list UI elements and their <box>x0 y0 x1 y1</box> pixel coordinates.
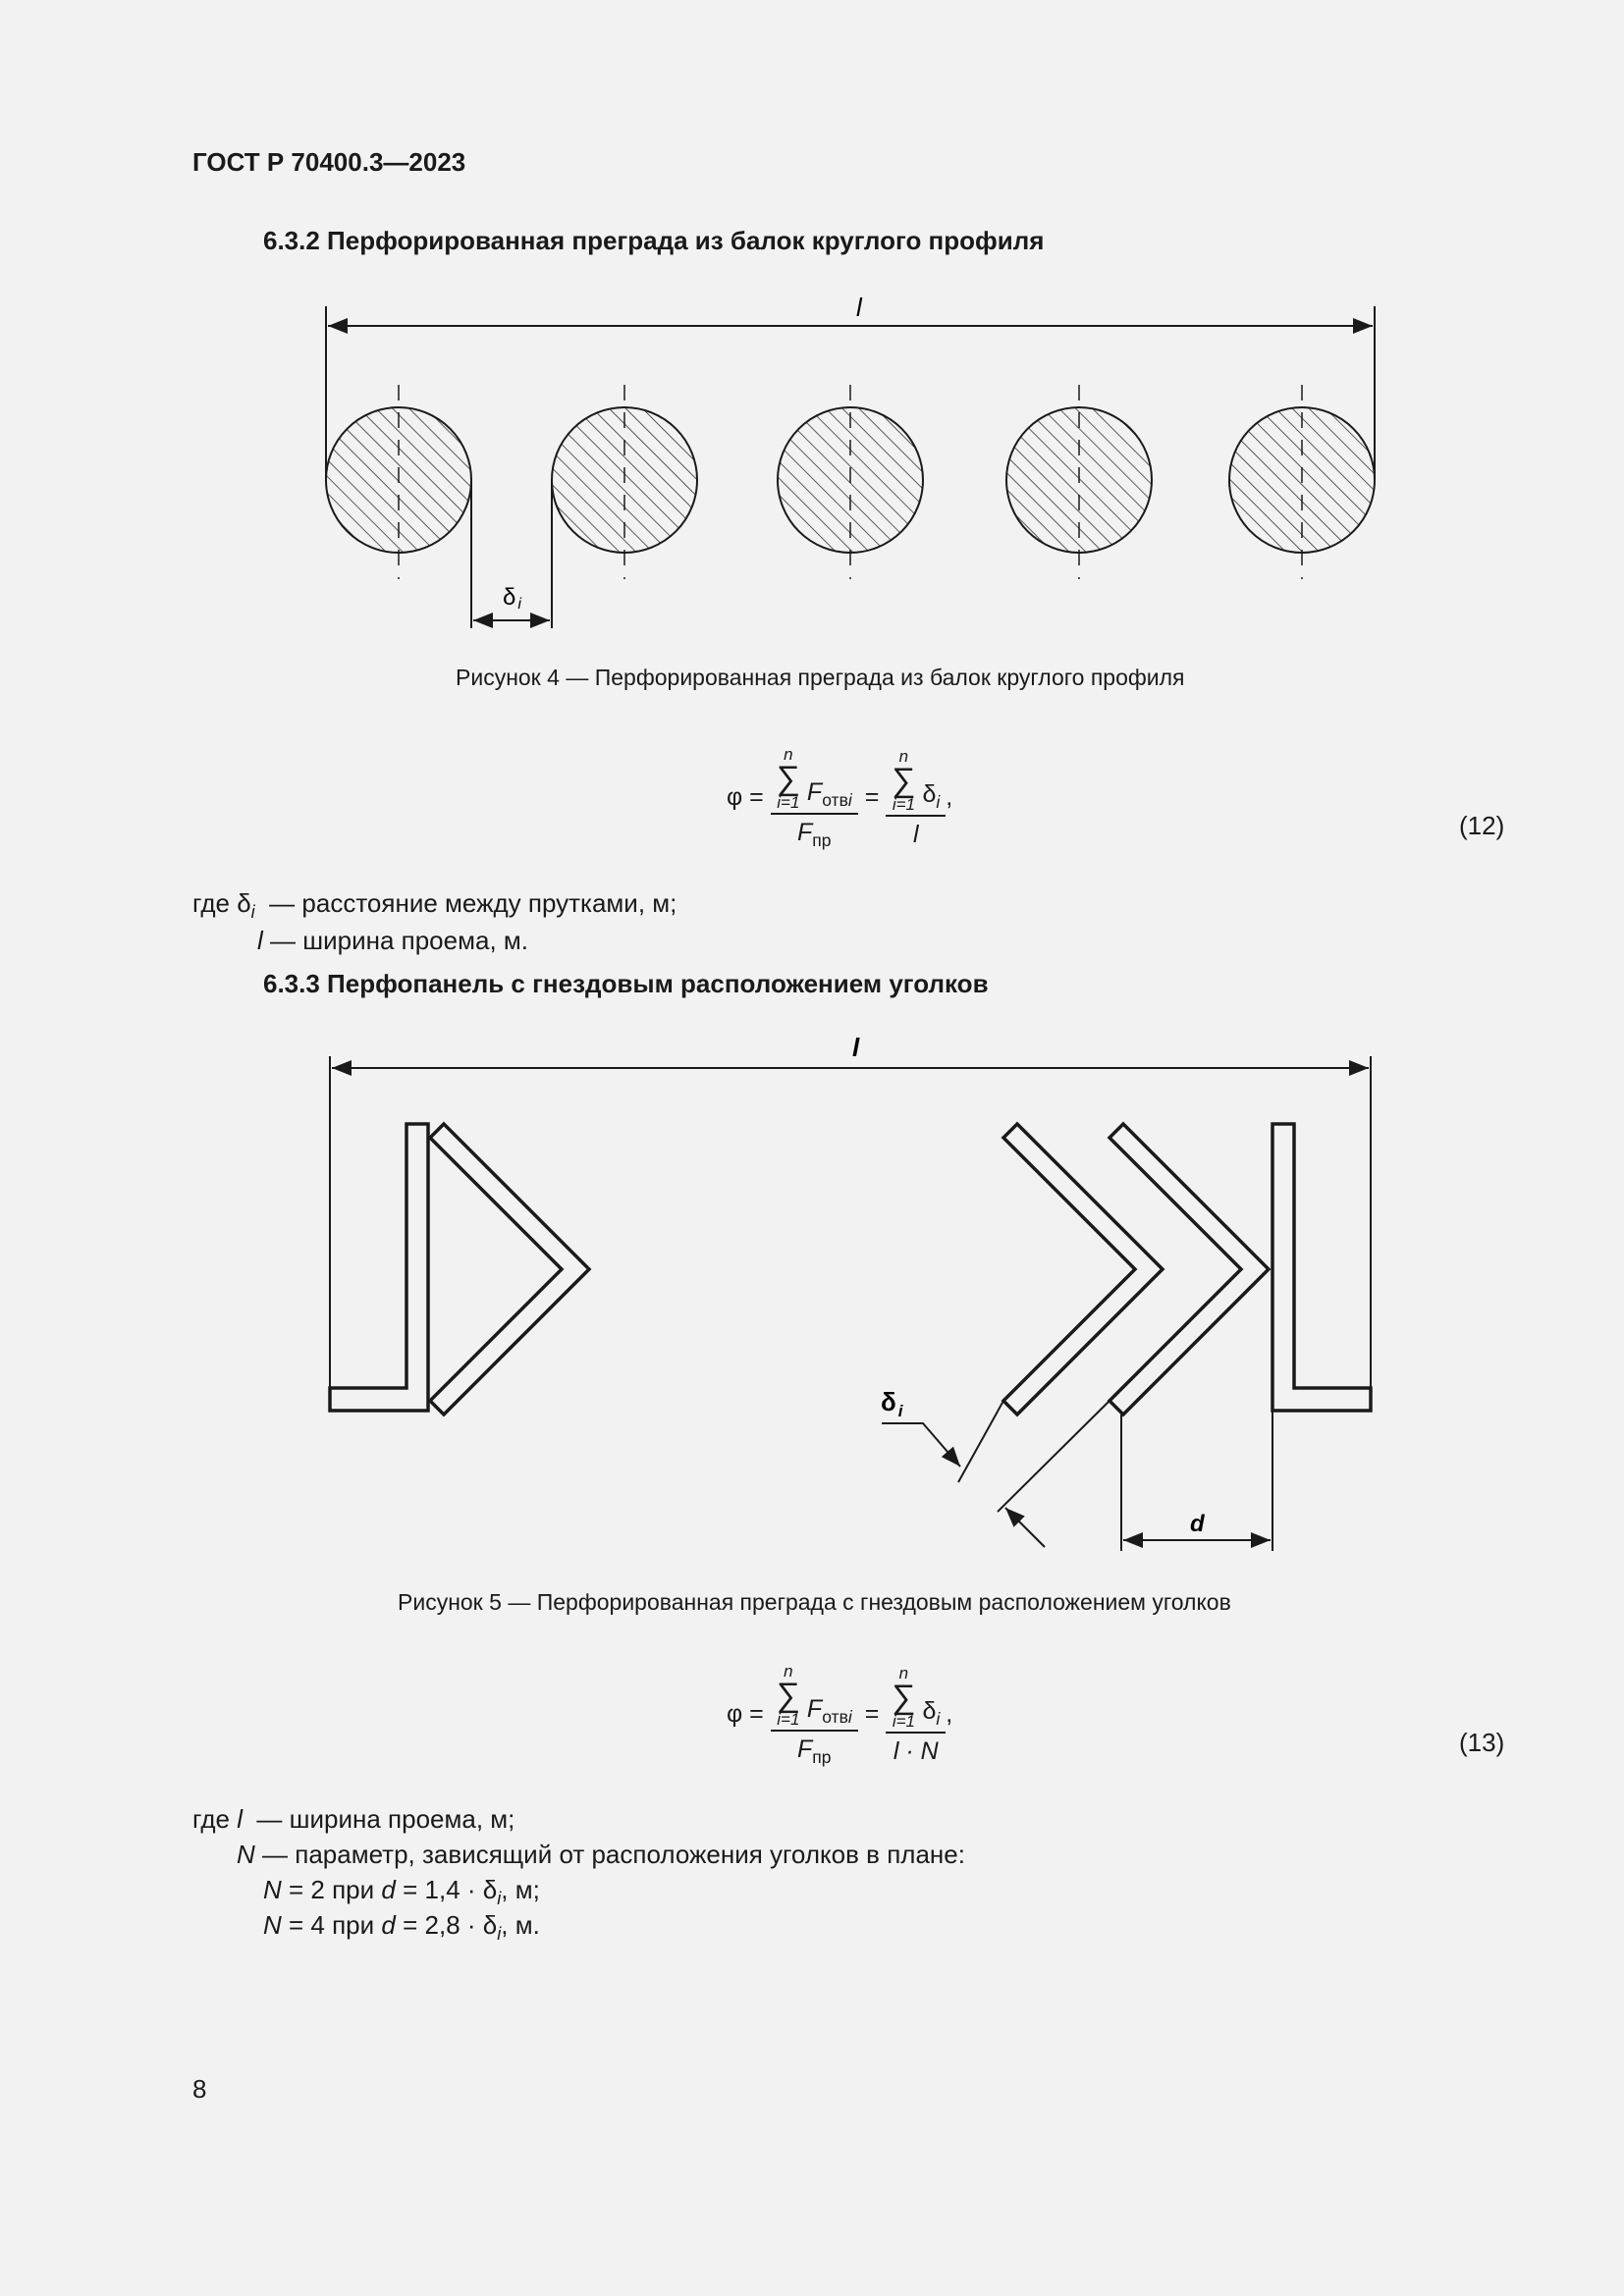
case-N-4-line: N = 4 при $d = 2,8 \cdot \delta_i$, м. <box>263 1910 540 1945</box>
page-number: 8 <box>192 2074 207 2104</box>
width-label: l <box>856 293 862 322</box>
equation-13-number: (13) <box>1459 1728 1505 1757</box>
section-title-6-3-2: 6.3.2 Перфорированная преграда из балок круглого профиля <box>263 226 1045 255</box>
angle-profile-left-L <box>330 1124 428 1411</box>
figure-5-caption: Рисунок 5 — Перфорированная преграда с гнездовым расположением уголков <box>398 1589 1231 1615</box>
delta-arrow-bottom <box>1005 1508 1045 1547</box>
where-delta-line: где $\delta_i$ — расстояние между прутками, м; <box>192 888 677 923</box>
angle-profile-right-L <box>1272 1124 1371 1411</box>
delta-label: δ $_i$ <box>881 1387 903 1420</box>
delta-extension-1 <box>958 1401 1003 1482</box>
where-l-line: l — ширина проема, м. <box>257 926 528 955</box>
d-label: d <box>1190 1511 1205 1537</box>
angle-profile-left-chevron <box>430 1124 589 1415</box>
equation-12: φ = n ∑ i=1 $F_{отвi}$ $F_{пр}$ = n ∑ i=1 $\delta_i$ l , <box>727 745 953 850</box>
round-beam-1 <box>326 385 471 579</box>
case-N-2-line: N = 2 при $d = 1,4 \cdot \delta_i$, м; <box>263 1875 540 1909</box>
figure-4-diagram <box>0 0 1624 707</box>
gap-label: δi <box>503 584 521 613</box>
where-l-line-2: где l — ширина проема, м; <box>192 1804 515 1834</box>
where-N-line: N — параметр, зависящий от расположения уголков в плане: <box>237 1840 965 1869</box>
round-beam-4 <box>1006 385 1152 579</box>
width-label: l <box>852 1033 860 1062</box>
equation-13: φ = n ∑ i=1 $F_{отвi}$ $F_{пр}$ = n ∑ i=1 $\delta_i$ l · N , <box>727 1662 953 1767</box>
figure-4-caption: Рисунок 4 — Перфорированная преграда из балок круглого профиля <box>456 665 1185 690</box>
delta-extension-2 <box>998 1401 1110 1512</box>
document-header: ГОСТ Р 70400.3—2023 <box>192 147 466 177</box>
round-beam-2 <box>552 385 697 579</box>
equation-12-number: (12) <box>1459 811 1505 840</box>
delta-leader-line <box>882 1423 960 1467</box>
round-beam-5 <box>1229 385 1375 579</box>
figure-5-diagram <box>0 1021 1624 1571</box>
section-title-6-3-3: 6.3.3 Перфопанель с гнездовым расположением уголков <box>263 969 989 998</box>
round-beam-3 <box>778 385 923 579</box>
